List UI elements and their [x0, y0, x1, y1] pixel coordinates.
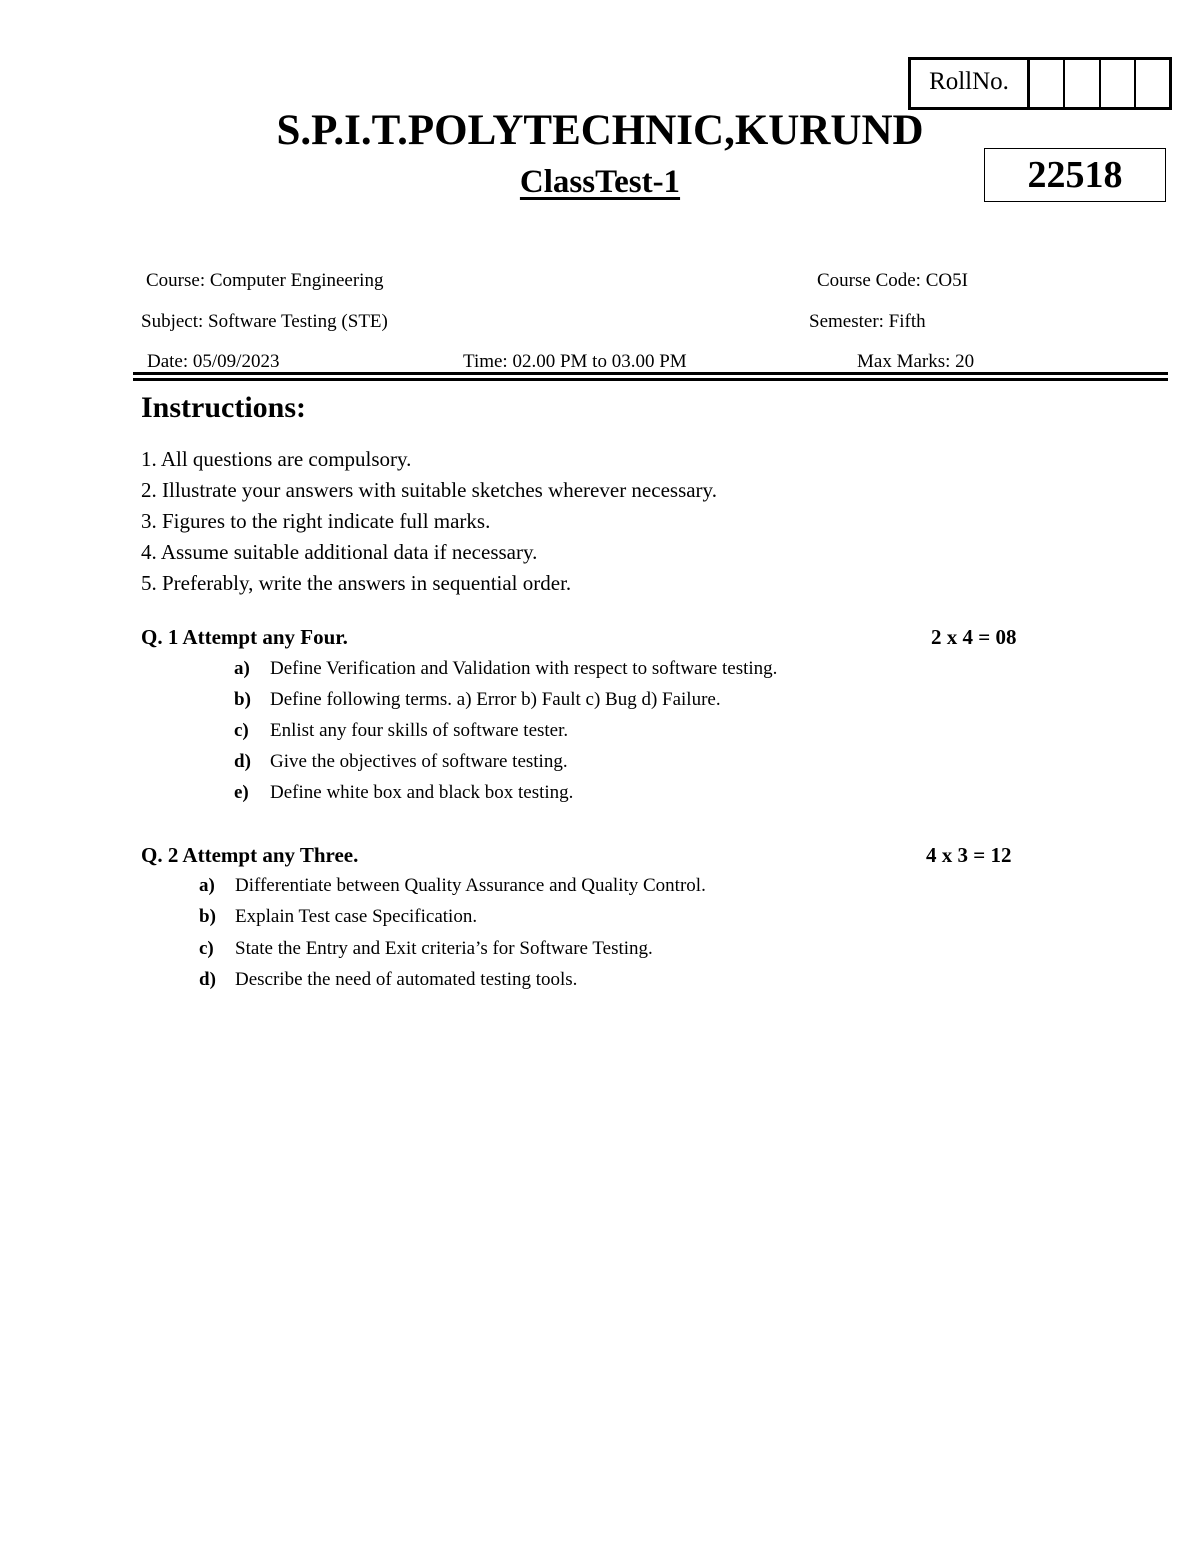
subject-code-box: 22518 — [984, 148, 1166, 202]
roll-number-cell[interactable] — [1030, 60, 1065, 107]
exam-date: Date: 05/09/2023 — [147, 351, 280, 372]
header-divider — [133, 372, 1168, 375]
question-2-item — [199, 938, 653, 960]
item-label: b) — [234, 689, 251, 710]
instruction-item: 1. All questions are compulsory. — [141, 447, 412, 471]
roll-number-box — [908, 57, 1172, 110]
item-label: a) — [199, 875, 215, 896]
roll-number-cell[interactable] — [1136, 60, 1169, 107]
item-text: Enlist any four skills of software tester. — [270, 720, 569, 741]
instruction-item: 3. Figures to the right indicate full marks. — [141, 509, 491, 533]
item-text: Define white box and black box testing. — [270, 782, 574, 803]
max-marks: Max Marks: 20 — [857, 351, 975, 372]
instruction-item: 5. Preferably, write the answers in sequential order. — [141, 571, 572, 595]
question-1-item — [234, 782, 573, 804]
item-text: State the Entry and Exit criteria’s for Software Testing. — [235, 938, 653, 959]
item-label: e) — [234, 782, 249, 803]
item-label: a) — [234, 658, 250, 679]
item-text: Differentiate between Quality Assurance and Quality Control. — [235, 875, 706, 896]
question-2-item — [199, 969, 577, 991]
item-text: Explain Test case Specification. — [235, 906, 478, 927]
course-name: Course: Computer Engineering — [146, 270, 384, 291]
item-label: d) — [234, 751, 251, 772]
item-text: Define Verification and Validation with respect to software testing. — [270, 658, 778, 679]
semester: Semester: Fifth — [809, 311, 926, 332]
question-1-item — [234, 658, 777, 680]
instructions-heading: Instructions: — [141, 391, 307, 424]
item-text: Give the objectives of software testing. — [270, 751, 568, 772]
question-1-marks: 2 x 4 = 08 — [931, 625, 1017, 649]
test-title: ClassTest-1 — [519, 164, 681, 200]
item-text: Define following terms. a) Error b) Fault c) Bug d) Failure. — [270, 689, 721, 710]
item-label: c) — [199, 938, 214, 959]
question-1-heading: Q. 1 Attempt any Four. — [141, 625, 348, 649]
question-2-heading: Q. 2 Attempt any Three. — [141, 843, 359, 867]
question-1-item — [234, 720, 568, 742]
question-1-item — [234, 751, 568, 773]
item-text: Describe the need of automated testing tools. — [235, 969, 578, 990]
exam-time: Time: 02.00 PM to 03.00 PM — [463, 351, 687, 372]
course-code: Course Code: CO5I — [817, 270, 968, 291]
question-1-item — [234, 689, 721, 711]
roll-number-label: RollNo. — [911, 60, 1030, 107]
roll-number-cell[interactable] — [1101, 60, 1136, 107]
question-2-item — [199, 906, 477, 928]
instruction-item: 4. Assume suitable additional data if necessary. — [141, 540, 538, 564]
header-divider — [133, 378, 1168, 381]
subject-name: Subject: Software Testing (STE) — [141, 311, 388, 332]
item-label: c) — [234, 720, 249, 741]
item-label: d) — [199, 969, 216, 990]
instruction-item: 2. Illustrate your answers with suitable sketches wherever necessary. — [141, 478, 717, 502]
item-label: b) — [199, 906, 216, 927]
institute-name: S.P.I.T.POLYTECHNIC,KURUND — [276, 107, 924, 154]
roll-number-cell[interactable] — [1065, 60, 1100, 107]
question-2-marks: 4 x 3 = 12 — [926, 843, 1012, 867]
question-2-item — [199, 875, 706, 897]
